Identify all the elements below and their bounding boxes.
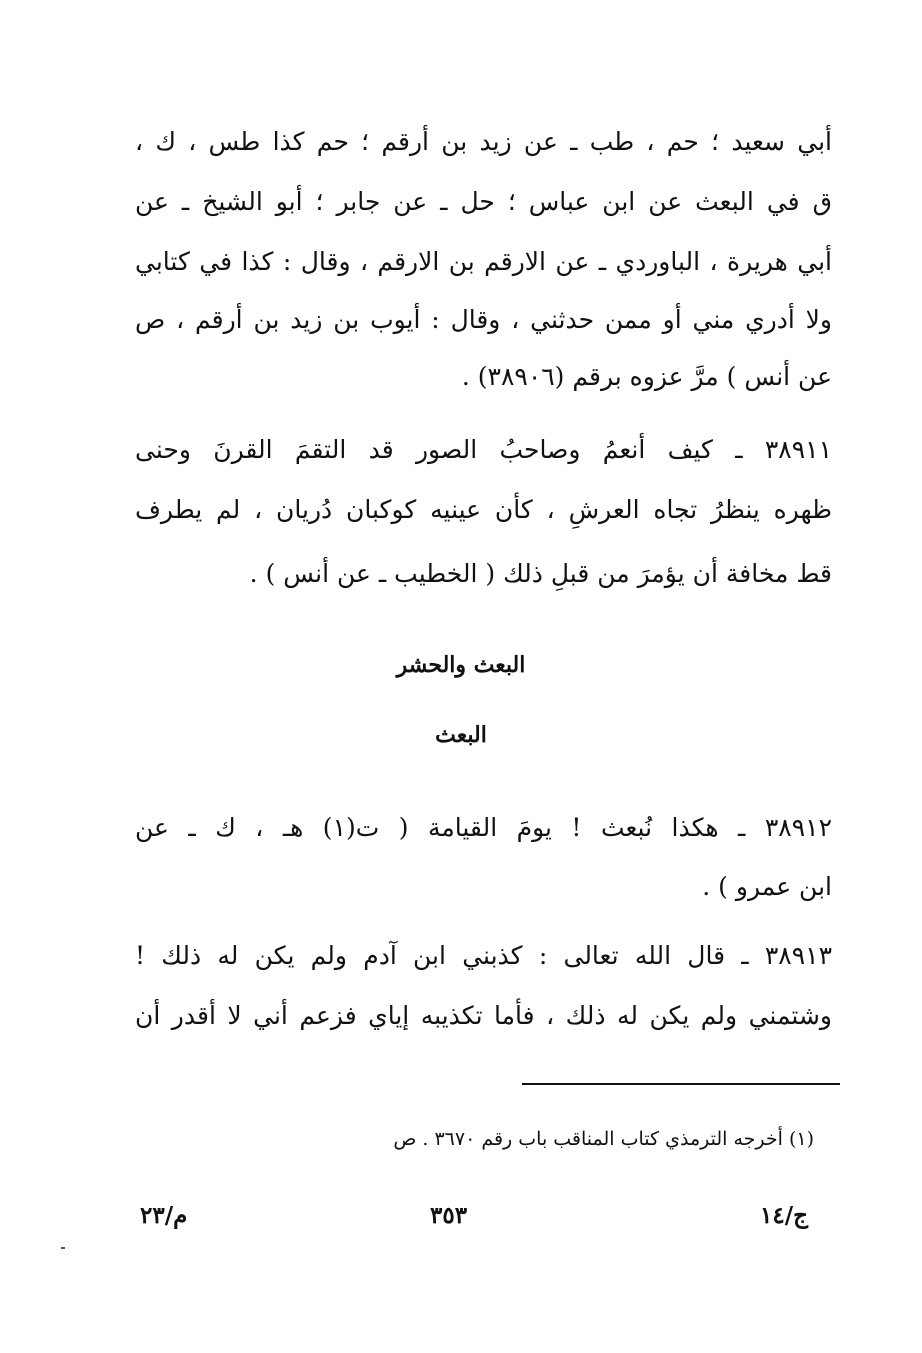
footer-left: م/٢٣	[140, 1202, 188, 1229]
scan-speck	[61, 1247, 65, 1249]
text-line: ابن عمرو ) .	[702, 872, 832, 901]
text-line: ٣٨٩١٢ ـ هكذا نُبعث ! يومَ القيامة ( ت(١) هـ ، ك ـ عن	[135, 813, 832, 842]
text-line: ولا أدري مني أو ممن حدثني ، وقال : أيوب بن زيد بن أرقم ، ص	[135, 305, 832, 334]
text-line: ٣٨٩١١ ـ كيف أنعمُ وصاحبُ الصور قد التقمَ القرنَ وحنى	[135, 435, 832, 464]
text-line: عن أنس ) مرَّ عزوه برقم (٣٨٩٠٦) .	[461, 362, 832, 391]
page-number: ٣٥٣	[430, 1202, 468, 1229]
text-line: ظهره ينظرُ تجاه العرشِ ، كأن عينيه كوكبان دُريان ، لم يطرف	[135, 495, 832, 524]
footnote-divider	[522, 1083, 840, 1085]
text-line: أبي هريرة ، الباوردي ـ عن الارقم بن الارقم ، وقال : كذا في كتابي	[135, 247, 832, 276]
footnote: (١) أخرجه الترمذي كتاب المناقب باب رقم ٣٦٧٠ . ص	[393, 1128, 814, 1150]
text-line: وشتمني ولم يكن له ذلك ، فأما تكذيبه إياي فزعم أني لا أقدر أن	[135, 1001, 832, 1030]
text-line: ٣٨٩١٣ ـ قال الله تعالى : كذبني ابن آدم ولم يكن له ذلك !	[135, 941, 832, 970]
text-line: أبي سعيد ؛ حم ، طب ـ عن زيد بن أرقم ؛ حم كذا طس ، ك ،	[135, 127, 832, 156]
section-heading: البعث والحشر	[396, 652, 526, 678]
text-line: قط مخافة أن يؤمرَ من قبلِ ذلك ( الخطيب ـ عن أنس ) .	[249, 559, 832, 588]
text-line: ق في البعث عن ابن عباس ؛ حل ـ عن جابر ؛ أبو الشيخ ـ عن	[135, 187, 832, 216]
subsection-heading: البعث	[435, 722, 487, 748]
footer-right: ج/١٤	[760, 1202, 808, 1229]
